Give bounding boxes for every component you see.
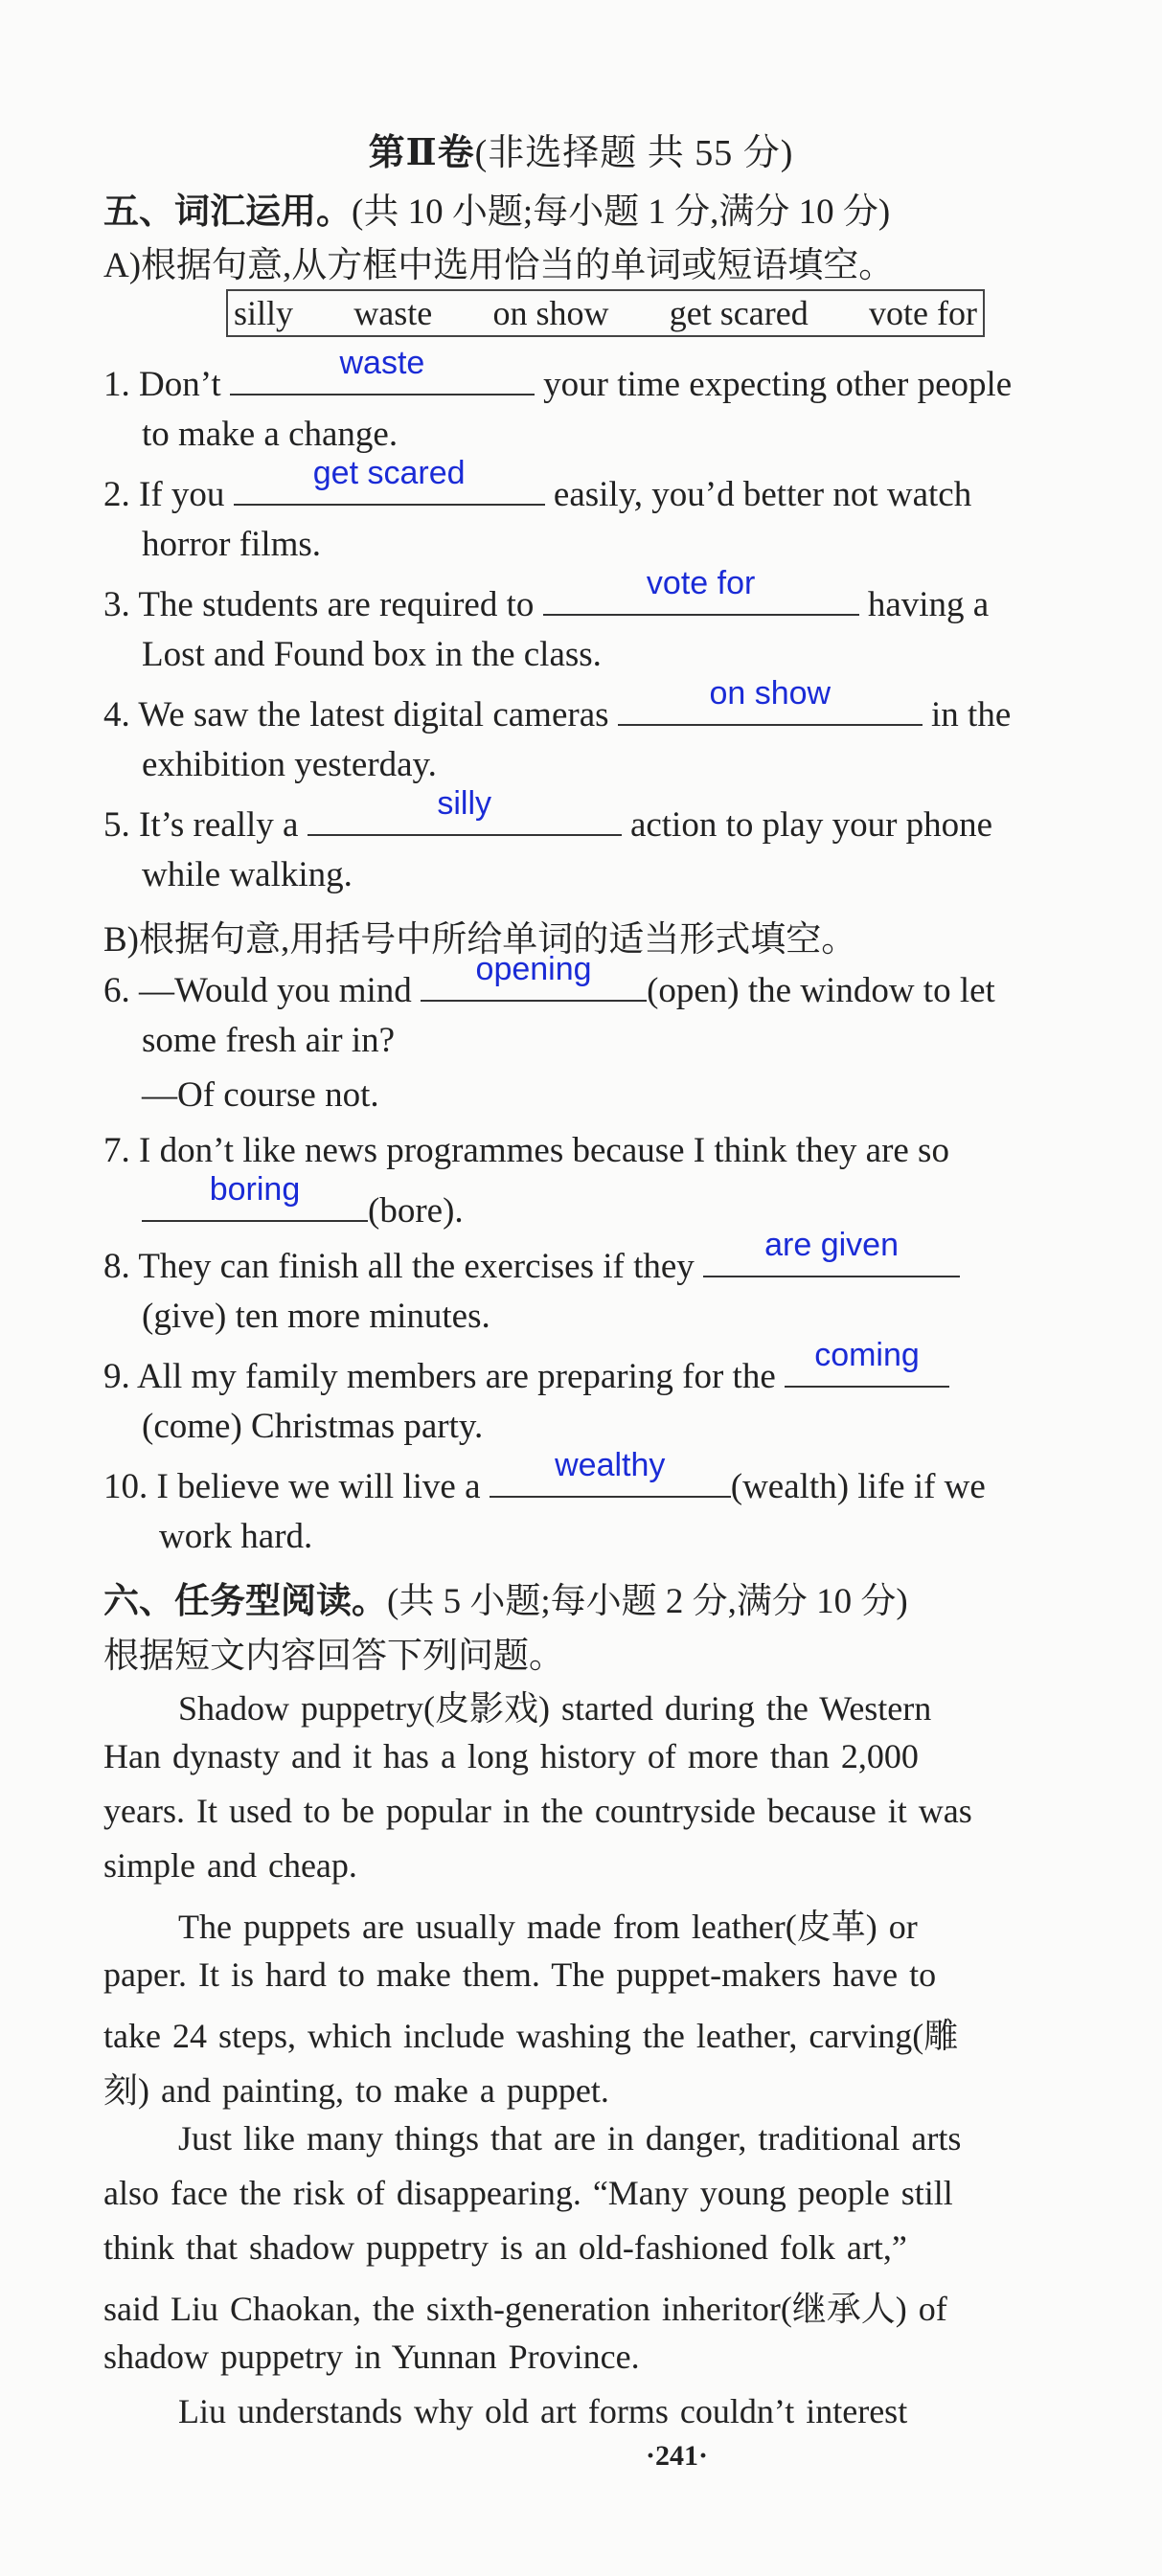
q4-blank[interactable] — [618, 675, 923, 726]
q9-blank[interactable] — [785, 1337, 949, 1388]
passage-line: Han dynasty and it has a long history of more than 2,000 — [103, 1737, 919, 1775]
q5-line2: while walking. — [142, 855, 353, 894]
title-bold: 第Ⅱ卷 — [368, 133, 475, 173]
q1-answer: waste — [339, 345, 425, 381]
q6-text-after: (open) the window to let — [647, 971, 995, 1010]
passage-line: said Liu Chaokan, the sixth-generation inheritor(继承人) of — [103, 2290, 947, 2328]
q8-blank[interactable] — [703, 1227, 960, 1277]
passage-line: take 24 steps, which include washing the leather, carving(雕 — [103, 2017, 959, 2055]
passage-line: Liu understands why old art forms couldn’t interest — [178, 2392, 908, 2430]
passage-line: shadow puppetry in Yunnan Province. — [103, 2338, 640, 2376]
section5-heading-rest: (共 10 小题;每小题 1 分,满分 10 分) — [352, 192, 891, 232]
q6-answer: opening — [475, 951, 592, 987]
q2-text-after: easily, you’d better not watch — [553, 475, 972, 514]
page-title — [0, 123, 1162, 175]
q1-blank[interactable] — [230, 345, 535, 395]
q4-text-after: in the — [931, 695, 1012, 734]
section6-instruction: 根据短文内容回答下列问题。 — [103, 1637, 564, 1676]
q9-text: 9. All my family members are preparing for the — [103, 1357, 776, 1396]
passage-line: The puppets are usually made from leather(皮革) or — [178, 1908, 918, 1946]
q10-text-after: (wealth) life if we — [730, 1467, 986, 1506]
passage-line: 刻) and painting, to make a puppet. — [103, 2071, 609, 2110]
question-3 — [103, 565, 990, 625]
q9-line2: (come) Christmas party. — [142, 1407, 484, 1446]
question-6 — [103, 951, 995, 1011]
q6-line2: some fresh air in? — [142, 1021, 396, 1060]
q4-line2: exhibition yesterday. — [142, 745, 437, 784]
question-8 — [103, 1227, 960, 1287]
q3-text: 3. The students are required to — [103, 585, 535, 624]
q5-blank[interactable] — [308, 785, 622, 836]
q3-answer: vote for — [646, 565, 756, 601]
title-rest: (非选择题 共 55 分) — [474, 133, 794, 173]
q4-answer: on show — [709, 675, 832, 712]
word-box — [226, 289, 985, 337]
question-4 — [103, 675, 1012, 735]
partA-instruction: A)根据句意,从方框中选用恰当的单词或短语填空。 — [103, 246, 895, 285]
q2-text: 2. If you — [103, 475, 225, 514]
passage-line: think that shadow puppetry is an old-fashioned folk art,” — [103, 2228, 907, 2267]
q8-line2: (give) ten more minutes. — [142, 1297, 490, 1336]
passage-line: years. It used to be popular in the countryside because it was — [103, 1792, 972, 1830]
q3-text-after: having a — [867, 585, 990, 624]
passage-line: Shadow puppetry(皮影戏) started during the Western — [178, 1689, 932, 1728]
q3-blank[interactable] — [543, 565, 859, 616]
section6-heading — [103, 1571, 908, 1623]
q8-text: 8. They can finish all the exercises if they — [103, 1247, 695, 1286]
page-number: ·241· — [645, 2440, 708, 2472]
question-5 — [103, 785, 993, 846]
q10-line2: work hard. — [159, 1517, 313, 1556]
q3-line2: Lost and Found box in the class. — [142, 635, 602, 674]
question-10 — [103, 1447, 986, 1507]
q10-blank[interactable] — [490, 1447, 731, 1498]
q1-text-after: your time expecting other people — [543, 365, 1013, 404]
question-1 — [103, 345, 1013, 405]
q5-answer: silly — [437, 785, 492, 822]
word-box-item: vote for — [868, 294, 977, 332]
q5-text-after: action to play your phone — [629, 805, 993, 845]
question-7: 7. I don’t like news programmes because I think they are so — [103, 1131, 949, 1170]
partB-instruction: B)根据句意,用括号中所给单词的适当形式填空。 — [103, 920, 857, 960]
q2-answer: get scared — [312, 455, 466, 491]
q7-line2 — [142, 1171, 464, 1232]
q10-text: 10. I believe we will live a — [103, 1467, 481, 1506]
question-9 — [103, 1337, 949, 1397]
word-box-item: get scared — [669, 294, 809, 332]
passage-line: paper. It is hard to make them. The puppet-makers have to — [103, 1955, 937, 1994]
section5-heading-bold: 五、词汇运用。 — [103, 192, 352, 232]
q6-blank[interactable] — [421, 951, 647, 1002]
section6-heading-rest: (共 5 小题;每小题 2 分,满分 10 分) — [387, 1582, 908, 1621]
q6-line3: —Of course not. — [142, 1075, 379, 1115]
word-box-item: waste — [353, 294, 433, 332]
q4-text: 4. We saw the latest digital cameras — [103, 695, 609, 734]
q7-answer: boring — [209, 1171, 301, 1208]
q2-blank[interactable] — [234, 455, 545, 506]
word-box-item: silly — [234, 294, 294, 332]
q1-line2: to make a change. — [142, 415, 399, 454]
q5-text: 5. It’s really a — [103, 805, 299, 845]
q7-text-after: (bore). — [368, 1191, 464, 1231]
q7-blank[interactable] — [142, 1171, 368, 1222]
section5-heading — [103, 182, 890, 234]
passage-line: Just like many things that are in danger, traditional arts — [178, 2119, 962, 2158]
passage-line: also face the risk of disappearing. “Many young people still — [103, 2174, 953, 2212]
q9-answer: coming — [814, 1337, 920, 1373]
section6-heading-bold: 六、任务型阅读。 — [103, 1582, 387, 1621]
q1-text: 1. Don’t — [103, 365, 221, 404]
q8-answer: are given — [764, 1227, 899, 1263]
passage-line: simple and cheap. — [103, 1846, 357, 1885]
word-box-item: on show — [492, 294, 609, 332]
q10-answer: wealthy — [555, 1447, 666, 1483]
q6-text: 6. —Would you mind — [103, 971, 412, 1010]
question-2 — [103, 455, 972, 515]
q2-line2: horror films. — [142, 525, 322, 564]
